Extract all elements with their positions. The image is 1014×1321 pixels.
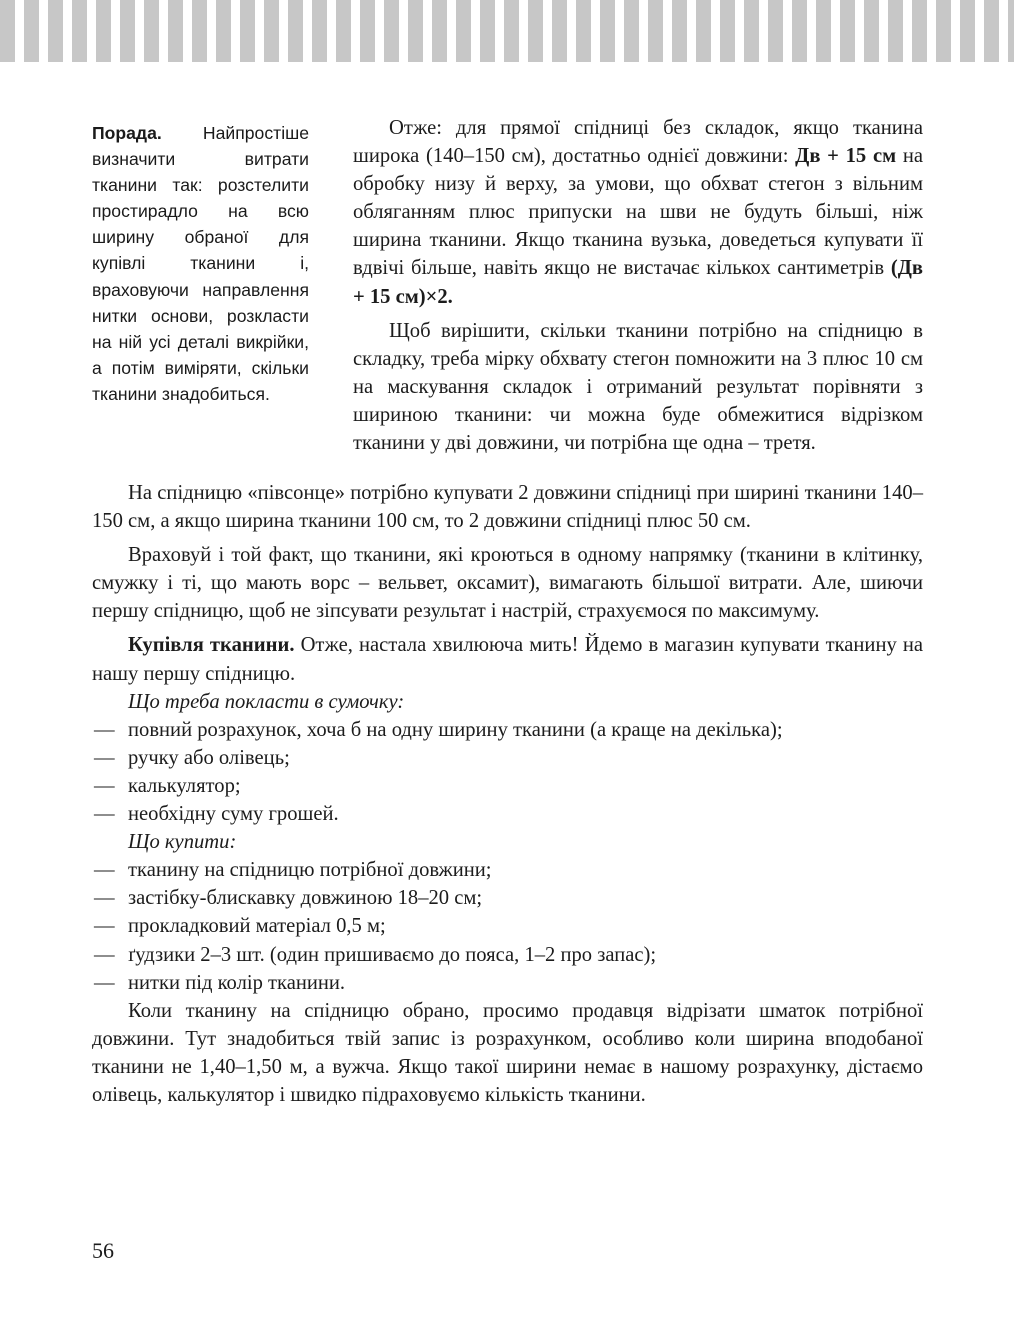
right-column [353,114,923,457]
dash-bullet: — [94,746,115,769]
formula-length: Дв + 15 см [795,145,897,168]
paragraph-cutting-fabric: Коли тканину на спідницю обрано, просимо продавця відрізати шматок потрібної довжини. Тут знадобиться твій запис із розрахунком, особливо коли ширина вподобаної тканини не 1,40–1,50 м, а вужча. Якщо такої ширини немає в нашому розрахунку, дістаємо олівець, калькулятор і швидко підраховуємо кількість тканини. [92,999,923,1106]
tip-text: Найпростіше визначити витрати тканини так: розстелити простирадло на всю ширину обраної для купівлі тканини і, враховуючи направлення нитки основи, розкласти на ній усі деталі викрійки, а потім виміряти, скільки тканини знадобиться. [92,123,309,404]
paragraph-straight-skirt [353,114,923,311]
bag-list [92,716,923,828]
main-column [92,479,923,1109]
paragraph-text: Отже: для прямої спідниці без складок, якщо тканина широка (140–150 см), достатньо однієї довжини: [353,117,923,168]
dash-bullet: — [94,718,115,741]
list-item-text: калькулятор; [128,774,241,797]
dash-bullet: — [94,803,115,826]
list-item [92,800,923,828]
dash-bullet: — [94,774,115,797]
list-item [92,884,923,912]
dash-bullet: — [94,943,115,966]
tip-label: Порада. [92,123,162,143]
list-item [92,969,923,997]
list-item [92,941,923,969]
list-item-text: застібку-блискавку довжиною 18–20 см; [128,887,483,910]
list-item-text: прокладковий матеріал 0,5 м; [128,915,386,938]
paragraph-buying-fabric [92,631,923,687]
formula-double-length: (Дв + 15 см)×2. [353,257,923,308]
tip-sidebar [92,120,309,407]
bag-list-heading: Що треба покласти в сумочку: [128,690,405,713]
header-stripes [0,0,1014,62]
buy-list-heading: Що купити: [128,831,237,854]
section-heading-buying: Купівля тканини. [128,634,295,657]
paragraph-text: Отже, настала хвилююча мить! Йдемо в магазин купувати тканину на нашу першу спідницю. [92,634,923,685]
paragraph-half-sun-skirt: На спідницю «півсонце» потрібно купувати 2 довжини спідниці при ширині тканини 140–150 см, а якщо ширина тканини 100 см, то 2 довжини спідниці плюс 50 см. [92,482,923,533]
paragraph-text: на обробку низу й верху, за умови, що обхват стегон з вільним обляганням плюс припуски на шви не будуть більші, ніж ширина тканини. Якщо тканина вузька, доведеться купувати її вдвічі більше, навіть якщо не вистачає кількох сантиметрів [353,145,923,280]
list-item-text: ручку або олівець; [128,746,290,769]
list-item [92,744,923,772]
dash-bullet: — [94,887,115,910]
paragraph-pleated-skirt: Щоб вирішити, скільки тканини потрібно на спідницю в складку, треба мірку обхвату стегон помножити на 3 плюс 10 см на маскування складок і отриманий результат порівняти з шириною тканини: чи можна буде обмежитися відрізком тканини у дві довжини, чи потрібна ще одна – третя. [353,319,923,455]
list-item-text: нитки під колір тканини. [128,971,346,994]
buy-list [92,856,923,996]
dash-bullet: — [94,971,115,994]
dash-bullet: — [94,859,115,882]
dash-bullet: — [94,915,115,938]
list-item-text: повний розрахунок, хоча б на одну ширину тканини (а краще на декілька); [128,718,783,741]
list-item-text: тканину на спідницю потрібної довжини; [128,859,492,882]
list-item-text: ґудзики 2–3 шт. (один пришиваємо до пояса, 1–2 про запас); [128,943,657,966]
list-item [92,912,923,940]
paragraph-directional-fabric: Враховуй і той факт, що тканини, які кроються в одному напрямку (тканини в клітинку, смужку і ті, що мають ворс – вельвет, оксамит), вимагають більшої витрати. Але, шиючи першу спідницю, щоб не зіпсувати результат і настрій, страхуємося по максимуму. [92,544,923,623]
page-number: 56 [92,1238,114,1263]
list-item [92,856,923,884]
list-item-text: необхідну суму грошей. [128,803,339,826]
list-item [92,716,923,744]
list-item [92,772,923,800]
